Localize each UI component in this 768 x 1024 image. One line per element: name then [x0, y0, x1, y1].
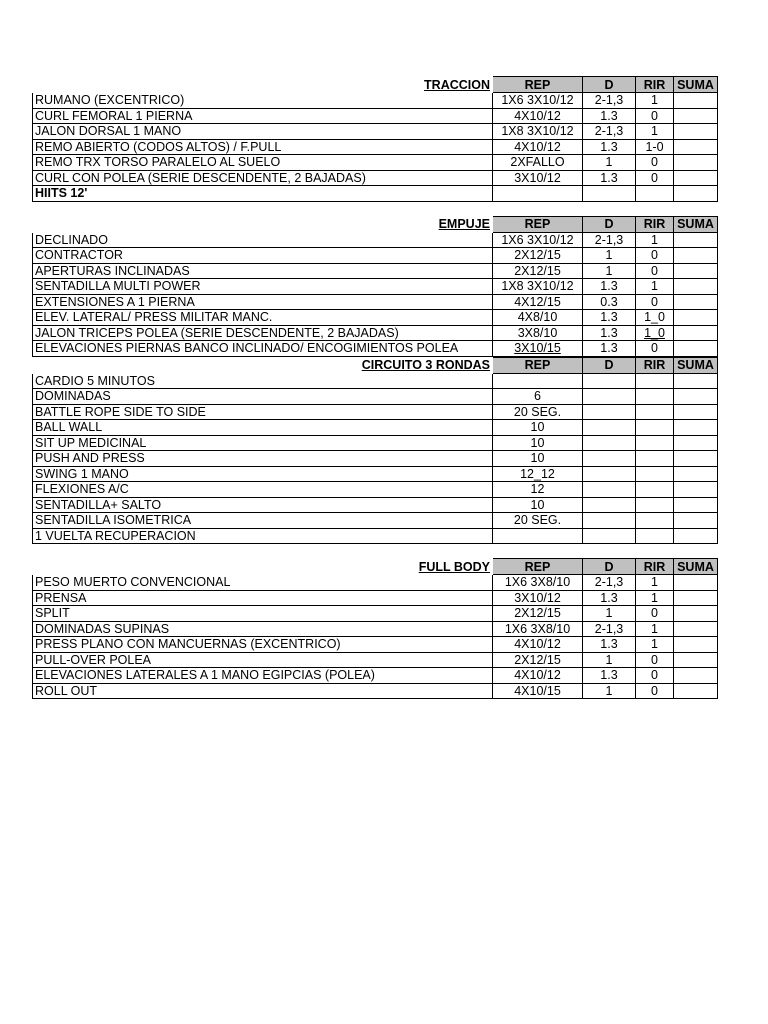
exercise-name: CONTRACTOR	[33, 248, 493, 264]
d-cell	[583, 435, 636, 451]
d-cell	[583, 513, 636, 529]
d-cell: 2-1,3	[583, 232, 636, 248]
header-suma: SUMA	[674, 357, 718, 373]
rep-cell: 4X10/12	[493, 108, 583, 124]
table-row	[33, 606, 718, 622]
exercise-name: REMO TRX TORSO PARALELO AL SUELO	[33, 155, 493, 171]
exercise-name: ELEVACIONES LATERALES A 1 MANO EGIPCIAS (POLEA)	[33, 668, 493, 684]
rir-cell	[636, 528, 674, 544]
suma-cell	[674, 590, 718, 606]
table-row	[33, 155, 718, 171]
rir-cell: 1	[636, 232, 674, 248]
d-cell: 1	[583, 606, 636, 622]
exercise-name: SENTADILLA MULTI POWER	[33, 279, 493, 295]
section-title: CIRCUITO 3 RONDAS	[361, 358, 490, 372]
rep-cell: 4X8/10	[493, 310, 583, 326]
table-row	[33, 652, 718, 668]
d-cell: 1	[583, 683, 636, 699]
rep-cell: 10	[493, 435, 583, 451]
exercise-name: PESO MUERTO CONVENCIONAL	[33, 575, 493, 591]
rir-cell: 1	[636, 93, 674, 109]
header-rep: REP	[493, 357, 583, 373]
rir-cell: 0	[636, 294, 674, 310]
rir-cell	[636, 482, 674, 498]
table-row	[33, 451, 718, 467]
table-row	[33, 513, 718, 529]
table-row	[33, 248, 718, 264]
suma-cell	[674, 248, 718, 264]
d-cell	[583, 373, 636, 389]
d-cell: 2-1,3	[583, 124, 636, 140]
suma-cell	[674, 279, 718, 295]
header-rep: REP	[493, 77, 583, 93]
table-row	[33, 108, 718, 124]
rir-cell: 0	[636, 170, 674, 186]
table-row	[33, 528, 718, 544]
rir-cell: 1	[636, 279, 674, 295]
d-cell: 1.3	[583, 668, 636, 684]
d-cell: 1.3	[583, 325, 636, 341]
suma-cell	[674, 139, 718, 155]
exercise-name: HIITS 12'	[33, 186, 493, 202]
table-row	[33, 373, 718, 389]
table-row	[33, 435, 718, 451]
table-row	[33, 590, 718, 606]
rep-cell: 4X10/12	[493, 139, 583, 155]
rir-cell	[636, 497, 674, 513]
rir-cell: 1	[636, 637, 674, 653]
suma-cell	[674, 435, 718, 451]
rep-cell: 10	[493, 497, 583, 513]
exercise-name: 1 VUELTA RECUPERACION	[33, 528, 493, 544]
d-cell: 2-1,3	[583, 621, 636, 637]
table-row	[33, 482, 718, 498]
exercise-name: BATTLE ROPE SIDE TO SIDE	[33, 404, 493, 420]
suma-cell	[674, 606, 718, 622]
rir-cell: 0	[636, 341, 674, 357]
suma-cell	[674, 108, 718, 124]
rep-cell: 4X10/15	[493, 683, 583, 699]
rep-cell: 10	[493, 420, 583, 436]
suma-cell	[674, 186, 718, 202]
exercise-name: FLEXIONES A/C	[33, 482, 493, 498]
rep-cell	[493, 341, 583, 357]
d-cell: 2-1,3	[583, 575, 636, 591]
d-cell: 1.3	[583, 341, 636, 357]
exercise-name: ELEVACIONES PIERNAS BANCO INCLINADO/ ENCOGIMIENTOS POLEA	[33, 341, 493, 357]
suma-cell	[674, 294, 718, 310]
header-rir: RIR	[636, 357, 674, 373]
rep-cell: 1X6 3X10/12	[493, 232, 583, 248]
rir-cell	[636, 513, 674, 529]
d-cell	[583, 404, 636, 420]
rir-cell: 0	[636, 652, 674, 668]
d-cell: 1.3	[583, 170, 636, 186]
exercise-name: SPLIT	[33, 606, 493, 622]
rep-cell: 1X8 3X10/12	[493, 279, 583, 295]
d-cell	[583, 186, 636, 202]
exercise-name: JALON DORSAL 1 MANO	[33, 124, 493, 140]
exercise-name: ROLL OUT	[33, 683, 493, 699]
d-cell: 1.3	[583, 108, 636, 124]
suma-cell	[674, 263, 718, 279]
exercise-name: CARDIO 5 MINUTOS	[33, 373, 493, 389]
exercise-name: BALL WALL	[33, 420, 493, 436]
rep-cell: 20 SEG.	[493, 513, 583, 529]
suma-cell	[674, 451, 718, 467]
section-header-row	[33, 559, 718, 575]
table-row	[33, 621, 718, 637]
exercise-name: DOMINADAS SUPINAS	[33, 621, 493, 637]
d-cell: 1.3	[583, 279, 636, 295]
d-cell	[583, 420, 636, 436]
rir-cell: 0	[636, 668, 674, 684]
rep-cell: 10	[493, 451, 583, 467]
section-title: EMPUJE	[438, 217, 490, 231]
rir-cell	[636, 325, 674, 341]
rir-cell	[636, 404, 674, 420]
header-rir: RIR	[636, 77, 674, 93]
d-cell	[583, 389, 636, 405]
rir-cell	[636, 186, 674, 202]
suma-cell	[674, 513, 718, 529]
header-suma: SUMA	[674, 559, 718, 575]
rir-cell-text: 1_0	[644, 325, 665, 340]
exercise-name: PUSH AND PRESS	[33, 451, 493, 467]
section-header-row	[33, 357, 718, 373]
rep-cell: 3X8/10	[493, 325, 583, 341]
table-row	[33, 263, 718, 279]
rep-cell: 2X12/15	[493, 263, 583, 279]
workout-sheet	[32, 76, 717, 699]
rep-cell-text: 3X10/15	[514, 341, 561, 356]
table-row	[33, 341, 718, 357]
d-cell: 1.3	[583, 310, 636, 326]
section-header-row	[33, 77, 718, 93]
rep-cell: 2X12/15	[493, 606, 583, 622]
suma-cell	[674, 404, 718, 420]
table-row	[33, 310, 718, 326]
suma-cell	[674, 621, 718, 637]
rir-cell	[636, 451, 674, 467]
exercise-name: EXTENSIONES A 1 PIERNA	[33, 294, 493, 310]
d-cell	[583, 528, 636, 544]
exercise-name: PRENSA	[33, 590, 493, 606]
suma-cell	[674, 325, 718, 341]
rep-cell: 4X10/12	[493, 637, 583, 653]
exercise-name: ELEV. LATERAL/ PRESS MILITAR MANC.	[33, 310, 493, 326]
suma-cell	[674, 155, 718, 171]
section-header-row	[33, 216, 718, 232]
table-row	[33, 124, 718, 140]
header-rir: RIR	[636, 559, 674, 575]
table-row	[33, 420, 718, 436]
header-rir: RIR	[636, 216, 674, 232]
d-cell	[583, 466, 636, 482]
exercise-name: PRESS PLANO CON MANCUERNAS (EXCENTRICO)	[33, 637, 493, 653]
header-suma: SUMA	[674, 216, 718, 232]
exercise-name: REMO ABIERTO (CODOS ALTOS) / F.PULL	[33, 139, 493, 155]
rir-cell: 1	[636, 124, 674, 140]
header-d: D	[583, 216, 636, 232]
d-cell	[583, 497, 636, 513]
header-rep: REP	[493, 216, 583, 232]
rir-cell: 1	[636, 621, 674, 637]
d-cell	[583, 451, 636, 467]
rir-cell	[636, 389, 674, 405]
suma-cell	[674, 652, 718, 668]
exercise-name: JALON TRICEPS POLEA (SERIE DESCENDENTE, 2 BAJADAS)	[33, 325, 493, 341]
suma-cell	[674, 389, 718, 405]
exercise-name: SENTADILLA+ SALTO	[33, 497, 493, 513]
suma-cell	[674, 497, 718, 513]
rep-cell: 2X12/15	[493, 248, 583, 264]
rir-cell	[636, 466, 674, 482]
d-cell: 1	[583, 155, 636, 171]
suma-cell	[674, 124, 718, 140]
table-row	[33, 575, 718, 591]
d-cell	[583, 482, 636, 498]
table-row	[33, 325, 718, 341]
exercise-name: SENTADILLA ISOMETRICA	[33, 513, 493, 529]
rir-cell: 1	[636, 590, 674, 606]
table-row	[33, 93, 718, 109]
rir-cell	[636, 435, 674, 451]
d-cell: 1.3	[583, 590, 636, 606]
rep-cell: 1X8 3X10/12	[493, 124, 583, 140]
table-row	[33, 389, 718, 405]
exercise-name: CURL FEMORAL 1 PIERNA	[33, 108, 493, 124]
exercise-name: APERTURAS INCLINADAS	[33, 263, 493, 279]
rep-cell: 1X6 3X8/10	[493, 621, 583, 637]
rir-cell	[636, 373, 674, 389]
suma-cell	[674, 683, 718, 699]
exercise-name: SWING 1 MANO	[33, 466, 493, 482]
suma-cell	[674, 170, 718, 186]
table-row	[33, 279, 718, 295]
d-cell: 1	[583, 263, 636, 279]
exercise-name: CURL CON POLEA (SERIE DESCENDENTE, 2 BAJADAS)	[33, 170, 493, 186]
exercise-name: SIT UP MEDICINAL	[33, 435, 493, 451]
section-title: TRACCION	[424, 77, 490, 92]
suma-cell	[674, 482, 718, 498]
rep-cell: 12	[493, 482, 583, 498]
exercise-name: RUMANO (EXCENTRICO)	[33, 93, 493, 109]
rep-cell	[493, 528, 583, 544]
header-rep: REP	[493, 559, 583, 575]
suma-cell	[674, 637, 718, 653]
suma-cell	[674, 310, 718, 326]
section-spacer	[32, 544, 717, 558]
d-cell: 1.3	[583, 139, 636, 155]
rir-cell: 0	[636, 606, 674, 622]
suma-cell	[674, 232, 718, 248]
section-table-traccion	[32, 76, 718, 202]
header-d: D	[583, 77, 636, 93]
rep-cell: 6	[493, 389, 583, 405]
d-cell: 1	[583, 248, 636, 264]
suma-cell	[674, 668, 718, 684]
table-row	[33, 232, 718, 248]
table-row	[33, 294, 718, 310]
table-row	[33, 170, 718, 186]
rep-cell: 3X10/12	[493, 590, 583, 606]
rep-cell	[493, 373, 583, 389]
rir-cell: 1_0	[636, 310, 674, 326]
rep-cell: 20 SEG.	[493, 404, 583, 420]
rep-cell: 3X10/12	[493, 170, 583, 186]
header-d: D	[583, 357, 636, 373]
rir-cell	[636, 420, 674, 436]
table-row	[33, 497, 718, 513]
d-cell: 2-1,3	[583, 93, 636, 109]
rep-cell	[493, 186, 583, 202]
rir-cell: 1	[636, 575, 674, 591]
table-row	[33, 186, 718, 202]
rir-cell: 0	[636, 263, 674, 279]
table-row	[33, 139, 718, 155]
rir-cell: 0	[636, 683, 674, 699]
d-cell: 1.3	[583, 637, 636, 653]
rir-cell: 0	[636, 155, 674, 171]
rep-cell: 4X10/12	[493, 668, 583, 684]
rep-cell: 1X6 3X8/10	[493, 575, 583, 591]
header-d: D	[583, 559, 636, 575]
suma-cell	[674, 373, 718, 389]
section-table-circuito	[32, 357, 718, 545]
section-spacer	[32, 202, 717, 216]
suma-cell	[674, 341, 718, 357]
header-suma: SUMA	[674, 77, 718, 93]
table-row	[33, 404, 718, 420]
d-cell: 0.3	[583, 294, 636, 310]
exercise-name: DECLINADO	[33, 232, 493, 248]
rir-cell: 1-0	[636, 139, 674, 155]
rep-cell: 4X12/15	[493, 294, 583, 310]
rir-cell: 0	[636, 248, 674, 264]
suma-cell	[674, 93, 718, 109]
exercise-name: DOMINADAS	[33, 389, 493, 405]
table-row	[33, 637, 718, 653]
section-title: FULL BODY	[418, 559, 490, 574]
table-row	[33, 466, 718, 482]
suma-cell	[674, 466, 718, 482]
section-table-empuje	[32, 216, 718, 357]
suma-cell	[674, 575, 718, 591]
section-table-full-body	[32, 558, 718, 699]
d-cell: 1	[583, 652, 636, 668]
rep-cell: 2XFALLO	[493, 155, 583, 171]
suma-cell	[674, 420, 718, 436]
rep-cell: 1X6 3X10/12	[493, 93, 583, 109]
rep-cell: 2X12/15	[493, 652, 583, 668]
exercise-name: PULL-OVER POLEA	[33, 652, 493, 668]
table-row	[33, 683, 718, 699]
rir-cell: 0	[636, 108, 674, 124]
suma-cell	[674, 528, 718, 544]
rep-cell: 12_12	[493, 466, 583, 482]
table-row	[33, 668, 718, 684]
